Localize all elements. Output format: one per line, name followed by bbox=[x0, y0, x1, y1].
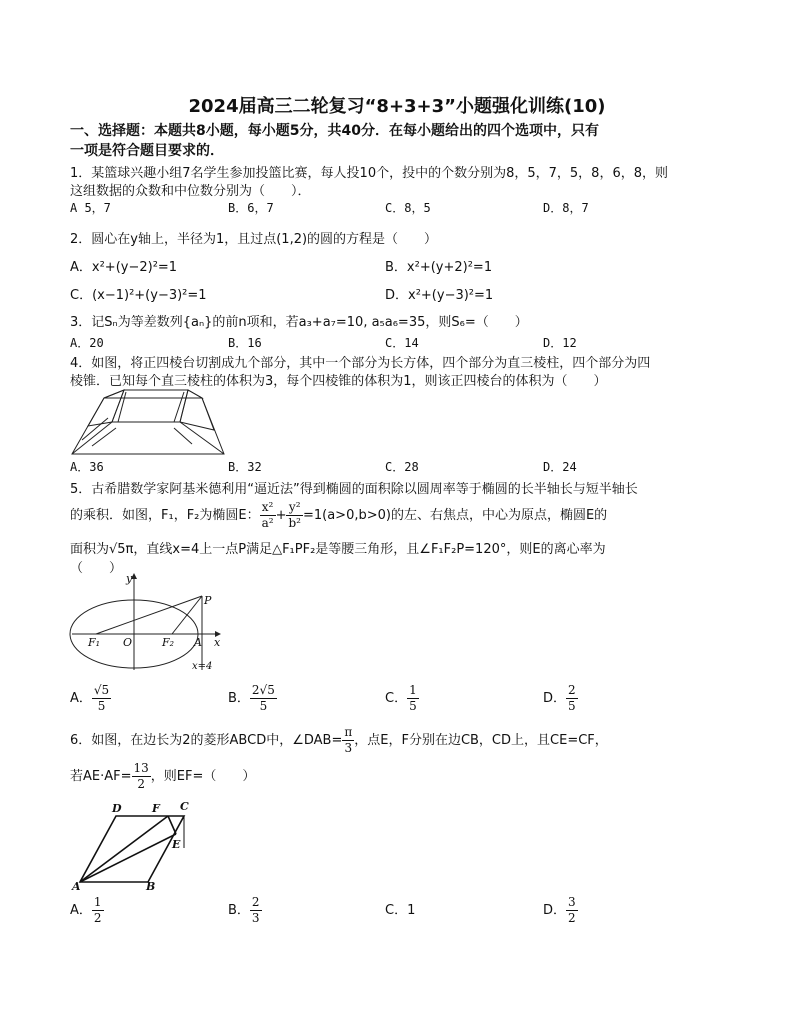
q5-frac-y-den: b² bbox=[288, 516, 301, 530]
q5-option-a-frac bbox=[92, 683, 111, 714]
q6-option-b-label: B． bbox=[228, 903, 250, 918]
q4-option-c: C．28 bbox=[385, 460, 419, 474]
q6-option-a-label: A． bbox=[70, 903, 92, 918]
q5-frac-x-den: a² bbox=[261, 516, 274, 530]
q5-label-p: P bbox=[204, 594, 212, 607]
section-heading-line1: 一、选择题：本题共8小题，每小题5分，共40分．在每小题给出的四个选项中，只有 bbox=[70, 123, 599, 139]
q5-option-c bbox=[385, 682, 419, 716]
q5-option-b-label: B． bbox=[228, 691, 250, 706]
q5-label-x: x bbox=[214, 636, 221, 649]
q3-option-c: C．14 bbox=[385, 336, 419, 350]
q5-frac-y-num: y² bbox=[286, 500, 303, 516]
q6-option-b-num: 2 bbox=[251, 895, 260, 909]
q5-label-line: x=4 bbox=[192, 661, 213, 672]
q6-label-b: B bbox=[146, 880, 156, 892]
q5-option-a bbox=[70, 682, 111, 716]
q6-label-f: F bbox=[152, 802, 160, 815]
q4-text-line1: 4．如图，将正四棱台切割成九个部分，其中一个部分为长方体，四个部分为直三棱柱，四个部分为四 bbox=[70, 356, 651, 371]
page-title: 2024届高三二轮复习“8+3+3”小题强化训练(10) bbox=[188, 96, 606, 117]
q5-label-o: O bbox=[123, 636, 133, 649]
q5-option-a-num: √5 bbox=[93, 683, 110, 697]
q3-option-d: D．12 bbox=[543, 336, 577, 350]
q5-option-d-label: D． bbox=[543, 691, 567, 706]
q5-text-line1: 5．古希腊数学家阿基米德利用“逼近法”得到椭圆的面积除以圆周率等于椭圆的长半轴长与短半轴长 bbox=[70, 482, 638, 497]
q5-option-d bbox=[543, 682, 578, 716]
q5-label-y: y bbox=[126, 572, 133, 585]
q4-option-b: B．32 bbox=[228, 460, 262, 474]
q5-option-c-num: 1 bbox=[409, 683, 417, 697]
q1-text-line1: 1．某篮球兴趣小组7名学生参加投篮比赛，每人投10个，投中的个数分别为8，5，7，5，8，6，8，则 bbox=[70, 166, 668, 181]
q4-text-line2: 棱锥．已知每个直三棱柱的体积为3，每个四棱锥的体积为1，则该正四棱台的体积为（ ） bbox=[70, 374, 607, 389]
q6-angle-den: 3 bbox=[344, 741, 353, 755]
q5-label-f2: F₂ bbox=[162, 636, 175, 649]
q2-option-c: C．(x−1)²+(y−3)²=1 bbox=[70, 288, 207, 303]
q6-label-a: A bbox=[72, 880, 81, 892]
q6-option-d bbox=[543, 894, 578, 928]
section-heading-line2: 一项是符合题目要求的． bbox=[70, 143, 224, 159]
q5-option-d-num: 2 bbox=[568, 683, 576, 697]
q5-text-line4: （ ） bbox=[70, 561, 123, 576]
q6-rhombus-figure bbox=[70, 798, 194, 892]
q6-label-e: E bbox=[172, 838, 181, 851]
q2-text: 2．圆心在y轴上，半径为1，且过点(1,2)的圆的方程是（ ） bbox=[70, 232, 438, 247]
q6-option-a-frac bbox=[92, 895, 104, 926]
q6-angle-frac bbox=[342, 725, 354, 756]
q5-text-line2 bbox=[70, 500, 607, 532]
q4-option-d: D．24 bbox=[543, 460, 577, 474]
q6-option-a-den: 2 bbox=[93, 911, 102, 925]
q6-option-b bbox=[228, 894, 262, 928]
q1-option-d: D．8，7 bbox=[543, 201, 589, 215]
q6-option-d-den: 2 bbox=[568, 911, 576, 925]
q2-option-b: B．x²+(y+2)²=1 bbox=[385, 260, 493, 275]
q2-option-d: D．x²+(y−3)²=1 bbox=[385, 288, 494, 303]
q5-option-c-den: 5 bbox=[409, 699, 417, 713]
q5-option-d-frac bbox=[566, 683, 578, 714]
q6-text-line2-b: ，则EF=（ ） bbox=[150, 769, 256, 784]
q5-option-d-den: 5 bbox=[568, 699, 576, 713]
q3-option-a: A．20 bbox=[70, 336, 104, 350]
q5-text-line3: 面积为√5π，直线x=4上一点P满足△F₁PF₂是等腰三角形，且∠F₁F₂P=120°，则E的离心率为 bbox=[70, 542, 606, 557]
q5-option-c-label: C． bbox=[385, 691, 408, 706]
q5-ellipse-figure bbox=[68, 570, 228, 674]
q4-frustum-figure bbox=[68, 386, 228, 458]
q6-option-c-label: C． bbox=[385, 903, 408, 918]
q5-text-line2-b: =1(a>0,b>0)的左、右焦点，中心为原点，椭圆E的 bbox=[302, 508, 608, 523]
q3-option-b: B．16 bbox=[228, 336, 262, 350]
q6-option-a bbox=[70, 894, 104, 928]
q6-text-line2 bbox=[70, 760, 255, 794]
q6-option-a-num: 1 bbox=[93, 895, 102, 909]
q6-option-d-frac bbox=[566, 895, 578, 926]
q5-option-b bbox=[228, 682, 277, 716]
q6-label-d: D bbox=[112, 802, 122, 815]
q6-dot-den: 2 bbox=[137, 777, 145, 791]
q5-option-b-den: 5 bbox=[259, 699, 268, 713]
q5-option-a-den: 5 bbox=[97, 699, 106, 713]
q2-option-a: A．x²+(y−2)²=1 bbox=[70, 260, 178, 275]
q5-label-a: A bbox=[194, 636, 202, 649]
q6-dot-frac bbox=[132, 761, 151, 792]
q6-label-c: C bbox=[180, 800, 189, 813]
q6-option-c bbox=[385, 894, 415, 928]
q6-angle-num: π bbox=[344, 725, 353, 739]
q6-option-b-den: 3 bbox=[251, 911, 260, 925]
q6-option-b-frac bbox=[250, 895, 262, 926]
q6-text-line1-b: ，点E，F分别在边CB，CD上，且CE=CF， bbox=[354, 733, 608, 748]
q5-frac-x bbox=[260, 500, 276, 531]
q6-text-line2-a: 若AE·AF= bbox=[70, 769, 132, 784]
q6-option-d-label: D． bbox=[543, 903, 567, 918]
q4-option-a: A．36 bbox=[70, 460, 104, 474]
q1-option-c: C．8，5 bbox=[385, 201, 431, 215]
q5-frac-y bbox=[286, 500, 303, 531]
q5-option-b-num: 2√5 bbox=[251, 683, 275, 697]
q5-text-line2-a: 的乘积．如图，F₁，F₂为椭圆E： bbox=[70, 508, 260, 523]
q5-plus: + bbox=[275, 508, 287, 523]
q5-option-b-frac bbox=[250, 683, 277, 714]
q6-text-line1 bbox=[70, 724, 608, 758]
q6-text-line1-a: 6．如图，在边长为2的菱形ABCD中，∠DAB= bbox=[70, 733, 343, 748]
q5-option-a-label: A． bbox=[70, 691, 92, 706]
q1-option-b: B．6，7 bbox=[228, 201, 274, 215]
q5-label-f1: F₁ bbox=[88, 636, 101, 649]
q3-text: 3．记Sₙ为等差数列{aₙ}的前n项和，若a₃+a₇=10, a₅a₆=35，则S₆=（ ） bbox=[70, 315, 528, 330]
q6-dot-num: 13 bbox=[133, 761, 149, 775]
q6-option-d-num: 3 bbox=[568, 895, 576, 909]
q5-frac-x-num: x² bbox=[260, 500, 276, 516]
q6-option-c-value: 1 bbox=[407, 903, 416, 918]
q1-text-line2: 这组数据的众数和中位数分别为（ ）． bbox=[70, 184, 311, 199]
q1-option-a: A 5，7 bbox=[70, 201, 111, 215]
q5-option-c-frac bbox=[407, 683, 419, 714]
